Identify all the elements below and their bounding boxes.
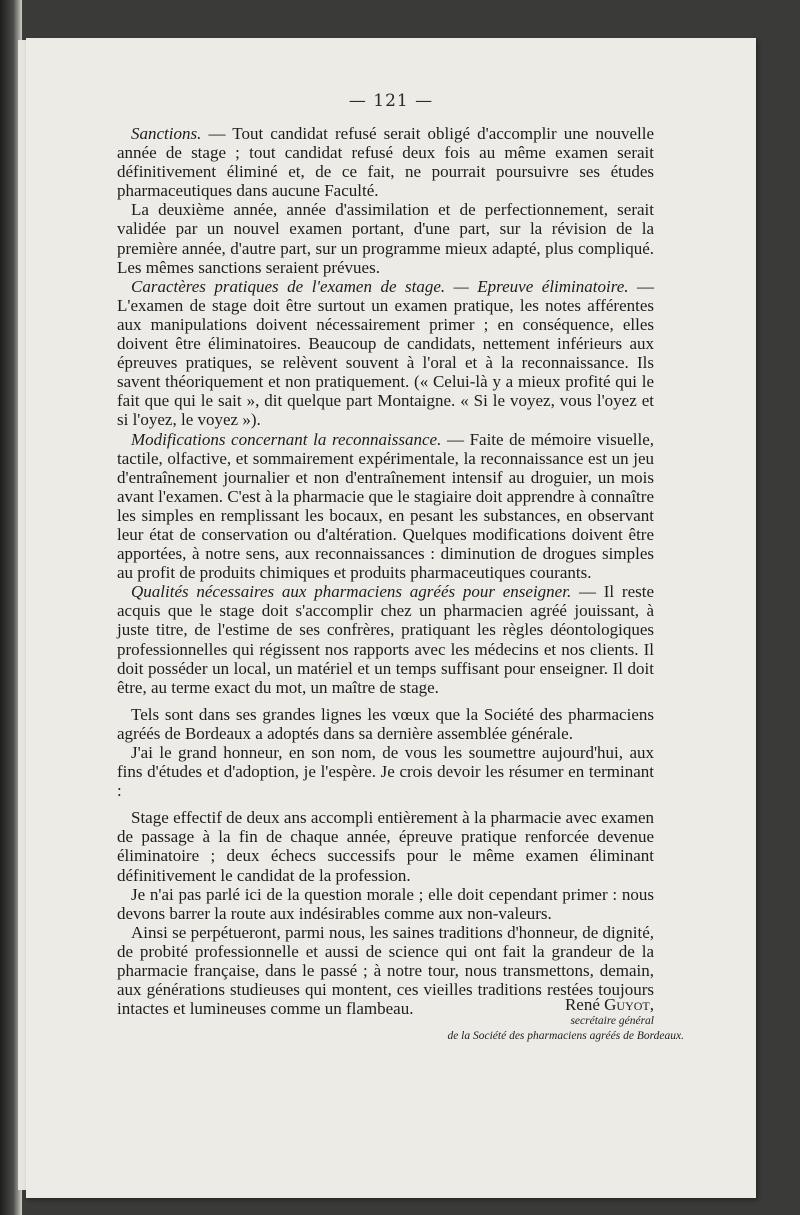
- paragraph-text: J'ai le grand honneur, en son nom, de vous les soumettre aujourd'hui, aux fins d'études et d'adoption, je l'espère. Je crois devoir les résumer en terminant :: [117, 743, 654, 801]
- paragraph-text: — Faite de mémoire visuelle, tactile, olfactive, et sommairement expérimentale, la reconnaissance est un jeu d'entraînement journalier et non d'entraînement intensif au droguier, un mois avant l'examen. C'est à la pharmacie que le stagiaire doit apprendre à connaître les simples en remplissant les bocaux, en pesant les substances, en observant leur état de conservation ou d'altération. Quelques modifications doivent être apportées, à notre sens, aux reconnaissances : diminution de drogues simples au profit de produits chimiques et produits pharmaceutiques courants.: [117, 429, 654, 583]
- paragraph-lead: Qualités nécessaires aux pharmaciens agréés pour enseigner.: [131, 582, 572, 602]
- paragraph-text: La deuxième année, année d'assimilation et de perfectionnement, serait validée par un nouvel examen portant, d'une part, sur la révision de la première année, d'autre part, sur un programme mieux adapté, plus compliqué. Les mêmes sanctions seraient prévues.: [117, 200, 654, 277]
- signatory-organization: de la Société des pharmaciens agréés de Bordeaux.: [447, 1030, 684, 1042]
- paragraph-summary: [117, 808, 654, 884]
- signatory-first-name: René: [564, 995, 600, 1014]
- paragraph-moral-question: [117, 885, 654, 923]
- paragraph-practical-characters: [117, 277, 654, 430]
- paragraph-honour: [117, 743, 654, 800]
- paragraph-lead: Modifications concernant la reconnaissance.: [131, 429, 442, 449]
- page-number: — 121 —: [348, 91, 434, 111]
- signatory-role: secrétaire général: [570, 1015, 654, 1027]
- paragraph-text: — Tout candidat refusé serait obligé d'accomplir une nouvelle année de stage ; tout candidat refusé deux fois au même examen serait définitivement éliminé et, de ce fait, ne pourrait poursuivre ses études pharmaceutiques dans aucune Faculté.: [117, 124, 654, 201]
- paragraph-text: Ainsi se perpétueront, parmi nous, les saines traditions d'honneur, de dignité, de probité professionnelle et aussi de science qui ont fait la grandeur de la pharmacie française, dans le passé ; à notre tour, nous transmettons, demain, aux générations studieuses qui montent, ces vieilles traditions restées toujours intactes et lumineuses comme un flambeau.: [117, 922, 654, 1019]
- signatory-name: [26, 995, 654, 1014]
- paragraph-lead: Sanctions.: [131, 124, 202, 143]
- paragraph-sanctions: [117, 124, 654, 200]
- signatory-last-name: Guyot,: [604, 995, 654, 1014]
- document-page: [26, 38, 756, 1198]
- paragraph-qualities: [117, 582, 654, 697]
- paragraph-text: Stage effectif de deux ans accompli entièrement à la pharmacie avec examen de passage à la fin de chaque année, épreuve pratique renforcée devenue éliminatoire ; deux échecs successifs pour le même examen éliminant définitivement le candidat de la profession.: [117, 808, 654, 885]
- signature-block: [26, 995, 684, 1044]
- paragraph-text: Tels sont dans ses grandes lignes les vœux que la Société des pharmaciens agréés de Bordeaux a adoptés dans sa dernière assemblée générale.: [117, 704, 654, 743]
- body-text: [117, 124, 654, 1018]
- paragraph-recognition: [117, 430, 654, 583]
- paragraph-text: Je n'ai pas parlé ici de la question morale ; elle doit cependant primer : nous devons barrer la route aux indésirables comme aux non-valeurs.: [117, 884, 654, 923]
- paragraph-text: — L'examen de stage doit être surtout un examen pratique, les notes afférentes aux manipulations doivent nécessairement primer ; en conséquence, elles doivent être éliminatoires. Beaucoup de candidats, nettement inférieurs aux épreuves pratiques, se relèvent souvent à l'oral et à la reconnaissance. Ils savent théoriquement et non pratiquement. (« Celui-là y a mieux profité qui le fait que qui le sait », dit quelque part Montaigne. « Si le voyez, vous l'oyez et si l'oyez, le voyez »).: [117, 276, 655, 430]
- paragraph-wishes: [117, 705, 654, 743]
- paragraph-text: — Il reste acquis que le stage doit s'accomplir chez un pharmacien agréé jouissant, à juste titre, de l'estime de ses confrères, pratiquant les règles déontologiques professionnelles qui régissent nos rapports avec les médecins et nos clients. Il doit posséder un local, un matériel et un temps suffisant pour enseigner. Il doit être, au terme exact du mot, un maître de stage.: [117, 582, 654, 697]
- paragraph-second-year: [117, 200, 654, 276]
- paragraph-lead: Caractères pratiques de l'examen de stage. — Epreuve éliminatoire.: [131, 276, 629, 296]
